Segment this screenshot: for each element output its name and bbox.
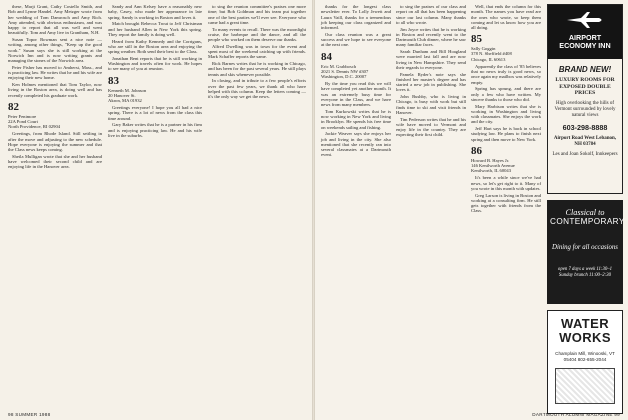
airport-ad-owners: Les and Joan Sokolf, Innkeepers <box>552 151 618 157</box>
paragraph: Greg Larson is living in Boston and working at a consulting firm. He still gets together with friends from the Class. <box>471 192 541 214</box>
class-secretary-address: Kenneth M. Johnson 20 Hanover St. Akron, MA 01932 <box>108 87 147 103</box>
class-year-heading: 85 <box>471 33 482 46</box>
left-page <box>0 0 313 420</box>
left-column-2 <box>108 4 202 140</box>
classical-ad-line1: Classical to <box>565 208 605 217</box>
paragraph: Pamela Ryder's note says she finished her master's degree and has started a new job in publishing. She loves it. <box>396 71 466 93</box>
paragraph: thanks for the longest class newsletter ever. To Lolly Jewett and Laura Vaill, thanks for a tremendous job keeping our class organized and informed. <box>321 4 391 30</box>
paragraph: Jeff Hart says he is back in school studying law. He plans to finish next spring and then move to New York. <box>471 126 541 142</box>
paragraph: Ken Holmes mentioned that Tom Taylor, now living in the Boston area, is doing well and has recently completed his graduate work. <box>8 82 102 98</box>
page-folio: 98 SUMMER 1988 <box>8 412 51 417</box>
class-secretary-address: Eric M. Grabbosch 2021 S. Dennis NW #307 Washington, D.C. 20007 <box>321 63 369 79</box>
class-secretary-address: Howard B. Hayes Jr. 146 Kenilworth Avenue Kenilworth, IL 60043 <box>471 157 515 174</box>
paragraph: Mary Harbison writes that she is working in Washington and living with classmates. She enjoys the work and the city. <box>471 103 541 125</box>
class-year-heading: 86 <box>471 144 482 157</box>
class-year-heading: 83 <box>108 74 119 87</box>
right-column-1 <box>321 4 391 159</box>
water-works-photo <box>555 368 615 404</box>
paragraph: Rick Barnes writes that he is working in Chicago, and has been for the past several years. He still plays tennis and skis whenever possible. <box>208 61 306 77</box>
paragraph: John Bushby, who is living in Chicago, is busy with work but still finds time to ski and visit friends in Hanover. <box>396 94 466 115</box>
water-works-address: Champlain Mill, Winooski, VT 05404 802-655-2044 <box>555 351 615 362</box>
paragraph: Jackie Weaver says she enjoys her job and living in the city. She also mentioned that she recently ran into several classmates at a Dartmouth event. <box>321 131 391 158</box>
paragraph: To many events to recall. There was the moonlight cruise, the barbeque and the dance, and all the people who worked on them deserve our thanks. <box>208 26 306 42</box>
paragraph: Tom Kurkowski writes that he is now working in New York and living in Brooklyn. He spends his free time on weekends sailing and fishing. <box>321 108 391 130</box>
paragraph: Sheila Mulligan wrote that she and her husband have welcomed their second child and are enjoying life in the Hanover area. <box>8 153 102 170</box>
airport-ad-headline: BRAND NEW! <box>558 65 612 74</box>
class-year-heading: 82 <box>8 100 19 113</box>
class-secretary-address: Sally Goggin 378 N. Sheffield #408 Chicago, IL 60613 <box>471 46 512 62</box>
left-column-3 <box>208 4 306 101</box>
water-works-ad <box>547 310 623 414</box>
paragraph: Heard from Kathy Kennedy and the Corrigans, who are still in the Boston area and enjoying the spring weather. Both send their best to the Class. <box>108 38 202 54</box>
paragraph: Sarah Dunham and Bill Hoagland were married last fall and are now living in New Hampshire. They send their regards to everyone. <box>396 49 466 70</box>
paragraph: It's been a while since we've had news, so let's get right to it. Many of you wrote in this month with updates. <box>471 175 541 191</box>
airport-ad-phone: 603-298-8888 <box>562 122 608 132</box>
airport-ad-banner <box>548 5 622 59</box>
left-column-1 <box>8 4 102 171</box>
classical-ad-hours: open 7 days a week 11:30–1 <box>557 267 613 272</box>
paragraph: Greetings, from Rhode Island. Still settling in after the move and adjusting to the new schedule. Hope everyone is enjoying the summer and that the Class news keeps coming. <box>8 131 102 153</box>
paragraph: In closing, and in tribute to a few people's efforts over the past few years, we thank all who have helped with this column. Keep the letters coming — it's the only way we get the news. <box>208 78 306 99</box>
water-works-logo: WATER WORKS <box>559 316 611 345</box>
classical-ad-brunch: Sunday brunch 11:00–2:30 <box>558 272 612 278</box>
airport-economy-inn-ad <box>547 4 623 194</box>
paragraph: Our class reunion was a great success and we hope to see everyone at the next one. <box>321 31 391 48</box>
classical-ad-line2: CONTEMPORARY <box>550 217 625 226</box>
right-column-2 <box>396 4 466 139</box>
airport-ad-name-line2: ECONOMY INN <box>559 41 611 50</box>
paragraph: Alfred Dwelling was in town for the event and spent most of the weekend catching up with friends. Mark Schaffer reports the same. <box>208 43 306 60</box>
paragraph: Well, that ends the column for this month. The names you have read are the ones who wrote, so keep them coming and let us know how you are all doing. <box>471 4 541 30</box>
airport-ad-tagline: LUXURY ROOMS FOR EXPOSED DOUBLE PRICES <box>555 77 615 97</box>
right-column-3 <box>471 4 541 215</box>
right-page <box>315 0 628 420</box>
class-secretary-address: Peter Fenimore 22A Pond Court North Providence, RI 02904 <box>8 113 61 130</box>
paragraph: Apparently the class of '85 believes that no news truly is good news, so once again my mailbox was relatively empty. <box>471 63 541 85</box>
paragraph: Greetings everyone! I hope you all had a nice spring. There is a lot of news from the class this time around. <box>108 105 202 121</box>
paragraph: Jonathan Bent reports that he is still working in Washington and travels often for work. He hopes to see many of you at reunion. <box>108 55 202 72</box>
paragraph: Sandy and Ann Kelsey have a reasonably new baby, Casey, who made her appearance in late spring. Sandy is working in Boston and loves it. <box>108 4 202 20</box>
paragraph: By the time you read this we will have completed yet another month. It was an extremely busy time for everyone in the Class, and we have news from many members. <box>321 81 391 108</box>
paragraph: these, Marji Grant, Cathy Costello Smith, and Bob and Lynne Handel. Amy Metzger wrote from her wedding of Tom Damrosch and Amy Rich. Amy attended, with obvious enthusiasm, and was happy to report that all was well and went beautifully. Tom and Amy live in Grantham, N.H. <box>8 4 102 36</box>
paragraph: Match brought Rebecca Trout to Jeff Christman and her husband Allen in New York this spring. They report the family is doing well. <box>108 21 202 37</box>
paragraph: Gary Baker writes that he is a partner in his firm and is enjoying practicing law. He and his wife live in the suburbs. <box>108 122 202 138</box>
airport-ad-location: Airport Road West Lebanon, NH 03784 <box>553 135 617 147</box>
airplane-icon <box>565 11 605 29</box>
page-folio: DARTMOUTH ALUMNI MAGAZINE 99 <box>532 412 620 417</box>
paragraph: to sing the reunion committee's praises one more time; but Bob Goldman and his team put together one of the best parties we'll ever see. Everyone who came had a great time. <box>208 4 306 25</box>
airport-ad-name: AIRPORT <box>568 33 602 42</box>
paragraph: Tim Pederson writes that he and his wife have moved to Vermont and enjoy life in the country. They are expecting their first child. <box>396 116 466 138</box>
paragraph: Spring has sprung, and there are only a few who have written. My sincere thanks to those who did. <box>471 86 541 102</box>
classical-ad-line3: Dining for all occasions <box>552 244 618 251</box>
paragraph: Jim Joyce writes that he is working in Boston and recently went to the Dartmouth Club dinner, where he saw many familiar faces. <box>396 26 466 48</box>
paragraph: Peter Fisher has moved to Amherst, Mass., and is practicing law. He writes that he and his wife are enjoying their new home. <box>8 64 102 81</box>
class-year-heading: 84 <box>321 50 332 63</box>
airport-ad-description: High overlooking the hills of Vermont surrounded by lovely natural views <box>554 100 616 118</box>
classical-contemporary-ad <box>547 200 623 304</box>
paragraph: to sing the praises of our class and report on all that has been happening since our last column. Many thanks to all who wrote. <box>396 4 466 25</box>
paragraph: Susan Topor Bowman sent a nice note — writing, among other things, "Keep up the good work." Susan says she is still working at the Norwich Inn and is now writing grants and managing the stones of the Norwich area. <box>8 37 102 63</box>
